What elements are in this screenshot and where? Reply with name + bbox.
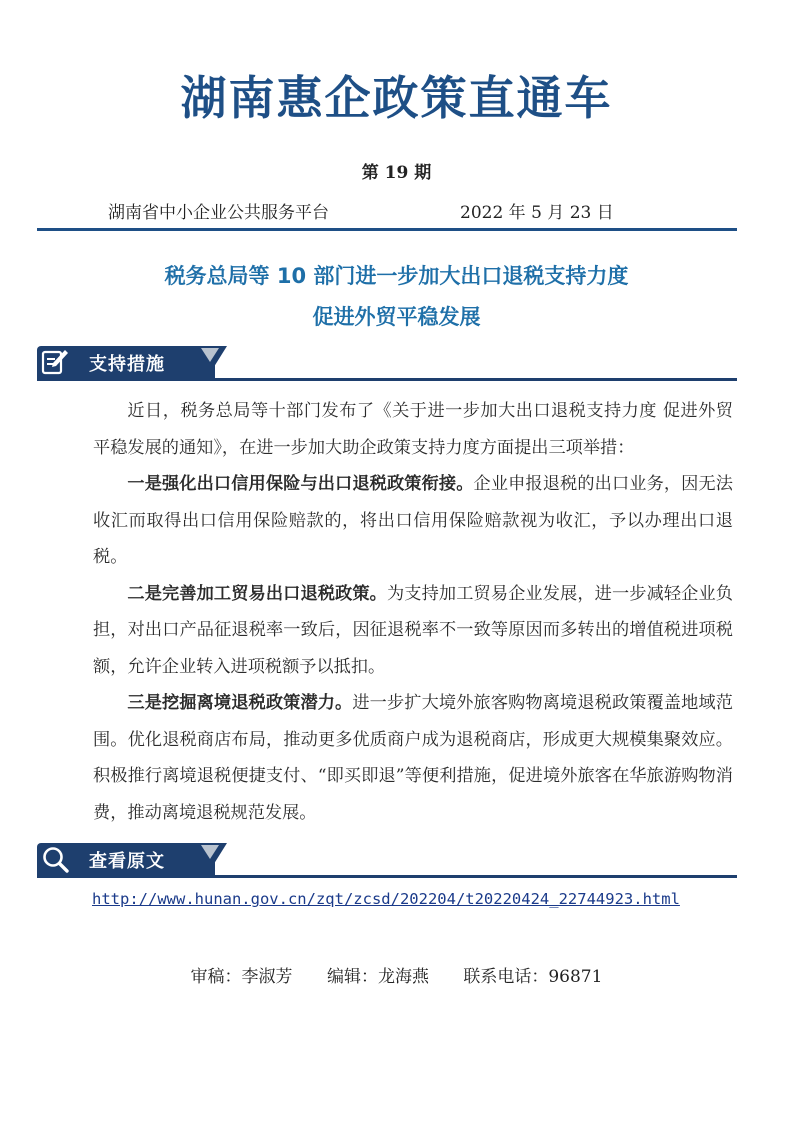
section-title: 支持措施 bbox=[89, 354, 165, 375]
section-title: 查看原文 bbox=[89, 851, 165, 872]
header-divider bbox=[37, 228, 737, 231]
measure-1-lead: 一是强化出口信用保险与出口退税政策衔接。 bbox=[127, 474, 474, 494]
chevron-down-icon bbox=[201, 348, 219, 362]
paragraph-measure-1 bbox=[93, 466, 733, 576]
paragraph-measure-3 bbox=[93, 685, 733, 831]
credits-line bbox=[0, 962, 793, 987]
headline-line-1: 税务总局等 10 部门进一步加大出口退税支持力度 bbox=[164, 264, 629, 288]
section-underline bbox=[37, 875, 737, 878]
paragraph-measure-2 bbox=[93, 576, 733, 686]
measure-2-text: 为支持加工贸易企业发展，进一步减轻企业负担，对出口产品征退税率一致后，因征退税率不一致等原因而多转出的增值税进项税额，允许企业转入进项税额予以抵扣。 bbox=[93, 583, 733, 677]
contact-phone: 联系电话：96871 bbox=[463, 967, 603, 987]
measure-3-lead: 三是挖掘离境退税政策潜力。 bbox=[127, 693, 353, 713]
publish-date: 2022 年 5 月 23 日 bbox=[460, 203, 614, 223]
section-header-original bbox=[37, 843, 737, 879]
pencil-note-icon bbox=[41, 348, 69, 376]
issue-number: 第 19 期 bbox=[361, 163, 432, 183]
reviewer-credit: 审稿：李淑芳 bbox=[190, 967, 293, 987]
section-header-measures bbox=[37, 346, 737, 382]
measure-1-text: 企业申报退税的出口业务，因无法收汇而取得出口信用保险赔款的，将出口信用保险赔款视为收汇，予以办理出口退税。 bbox=[93, 474, 733, 567]
editor-credit: 编辑：龙海燕 bbox=[326, 967, 429, 987]
paragraph-intro: 近日，税务总局等十部门发布了《关于进一步加大出口退税支持力度 促进外贸平稳发展的通知》，在进一步加大助企政策支持力度方面提出三项举措： bbox=[93, 401, 733, 458]
chevron-down-icon bbox=[201, 845, 219, 859]
measure-2-lead: 二是完善加工贸易出口退税政策。 bbox=[127, 583, 387, 604]
section-underline bbox=[37, 378, 737, 381]
measure-3-text: 进一步扩大境外旅客购物离境退税政策覆盖地域范围。优化退税商店布局，推动更多优质商户成为退税商店，形成更大规模集聚效应。积极推行离境退税便捷支付、“即买即退”等便利措施，促进境外旅客在华旅游购物消费，推动离境退税规范发展。 bbox=[93, 693, 733, 823]
article-headline bbox=[0, 256, 793, 338]
publisher-name: 湖南省中小企业公共服务平台 bbox=[108, 203, 329, 223]
headline-line-2: 促进外贸平稳发展 bbox=[312, 305, 481, 329]
magnifier-icon bbox=[41, 845, 69, 873]
publication-info bbox=[108, 198, 628, 223]
masthead-title: 湖南惠企政策直通车 bbox=[180, 71, 613, 125]
article-body bbox=[93, 393, 733, 831]
original-article-link[interactable]: http://www.hunan.gov.cn/zqt/zcsd/202204/t20220424_22744923.html bbox=[92, 890, 680, 908]
